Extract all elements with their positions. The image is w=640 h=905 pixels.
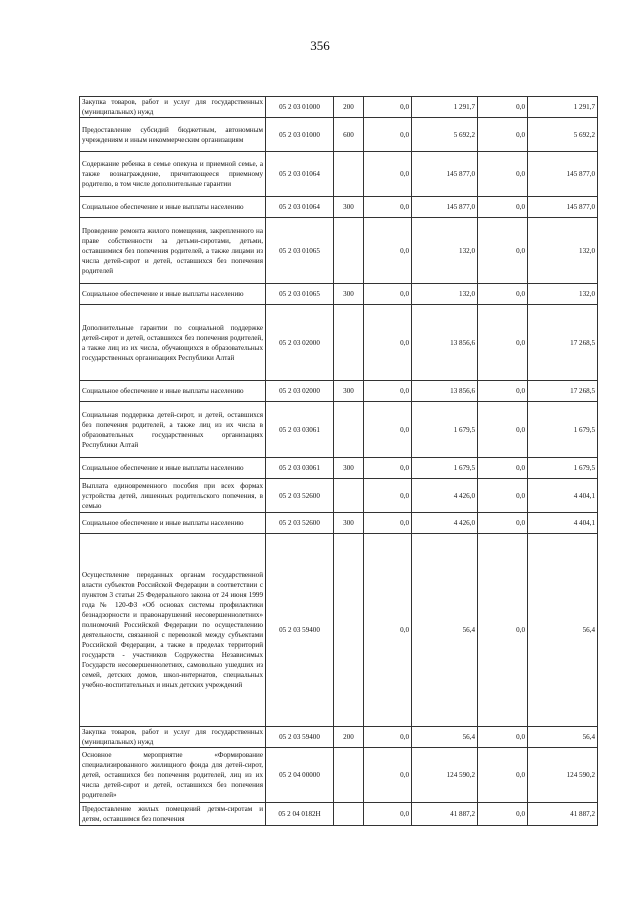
item-name-cell: Предоставление жилых помещений детям-сиротам и детям, оставшимся без попечения	[80, 803, 266, 826]
amount-col-2-cell: 56,4	[412, 727, 478, 748]
table-row	[80, 305, 598, 381]
page-number: 356	[310, 38, 330, 53]
amount-col-2-cell: 132,0	[412, 284, 478, 305]
amount-col-1-cell: 0,0	[364, 513, 412, 534]
amount-col-4-cell: 1 679,5	[528, 402, 598, 458]
expense-type-cell	[334, 305, 364, 381]
amount-col-3-cell: 0,0	[478, 381, 528, 402]
target-article-code-cell: 05 2 03 59400	[266, 727, 334, 748]
amount-col-3-cell: 0,0	[478, 479, 528, 513]
amount-col-4-cell: 4 404,1	[528, 513, 598, 534]
target-article-code-cell: 05 2 03 02000	[266, 381, 334, 402]
amount-col-4-cell: 17 268,5	[528, 381, 598, 402]
item-name-cell: Осуществление переданных органам государственной власти субъектов Российской Федерации в соответствии с пунктом 3 статьи 25 Федерального закона от 24 июня 1999 года № 120-ФЗ «Об основах системы профилактики безнадзорности и правонарушений несовершеннолетних» полномочий Российской Федерации по осуществлению деятельности, связанной с перевозкой между субъектами Российской Федерации, а также в пределах территорий государств - участников Содружества Независимых Государств несовершеннолетних, самовольно ушедших из семей, детских домов, школ-интернатов, специальных учебно-воспитательных и иных детских учреждений	[80, 534, 266, 727]
table-row	[80, 513, 598, 534]
amount-col-2-cell: 145 877,0	[412, 197, 478, 218]
amount-col-1-cell: 0,0	[364, 727, 412, 748]
item-name-cell: Социальная поддержка детей-сирот, и детей, оставшихся без попечения родителей, а также лиц из их числа в образовательных государственных организациях Республики Алтай	[80, 402, 266, 458]
target-article-code-cell: 05 2 03 02000	[266, 305, 334, 381]
amount-col-2-cell: 1 679,5	[412, 458, 478, 479]
amount-col-2-cell: 4 426,0	[412, 513, 478, 534]
item-name-cell: Содержание ребенка в семье опекуна и приемной семье, а также вознаграждение, причитающееся приемному родителю, в том числе дополнительные гарантии	[80, 152, 266, 197]
amount-col-2-cell: 13 856,6	[412, 381, 478, 402]
target-article-code-cell: 05 2 03 52600	[266, 479, 334, 513]
table-row	[80, 458, 598, 479]
amount-col-4-cell: 41 887,2	[528, 803, 598, 826]
amount-col-4-cell: 17 268,5	[528, 305, 598, 381]
amount-col-2-cell: 5 692,2	[412, 118, 478, 152]
expense-type-cell	[334, 152, 364, 197]
table-row	[80, 218, 598, 284]
table-row	[80, 97, 598, 118]
target-article-code-cell: 05 2 03 01065	[266, 218, 334, 284]
amount-col-3-cell: 0,0	[478, 305, 528, 381]
expense-type-cell: 300	[334, 197, 364, 218]
amount-col-2-cell: 145 877,0	[412, 152, 478, 197]
expense-type-cell: 300	[334, 458, 364, 479]
amount-col-3-cell: 0,0	[478, 748, 528, 803]
amount-col-4-cell: 132,0	[528, 218, 598, 284]
table-row	[80, 197, 598, 218]
target-article-code-cell: 05 2 03 01064	[266, 197, 334, 218]
expense-type-cell: 200	[334, 97, 364, 118]
target-article-code-cell: 05 2 03 59400	[266, 534, 334, 727]
amount-col-4-cell: 5 692,2	[528, 118, 598, 152]
amount-col-3-cell: 0,0	[478, 97, 528, 118]
table-row	[80, 479, 598, 513]
amount-col-1-cell: 0,0	[364, 218, 412, 284]
expense-type-cell	[334, 534, 364, 727]
amount-col-3-cell: 0,0	[478, 152, 528, 197]
amount-col-1-cell: 0,0	[364, 402, 412, 458]
amount-col-4-cell: 145 877,0	[528, 152, 598, 197]
item-name-cell: Социальное обеспечение и иные выплаты населению	[80, 284, 266, 305]
item-name-cell: Закупка товаров, работ и услуг для государственных (муниципальных) нужд	[80, 97, 266, 118]
table-row	[80, 534, 598, 727]
item-name-cell: Социальное обеспечение и иные выплаты населению	[80, 513, 266, 534]
amount-col-1-cell: 0,0	[364, 152, 412, 197]
amount-col-3-cell: 0,0	[478, 197, 528, 218]
amount-col-4-cell: 4 404,1	[528, 479, 598, 513]
table-row	[80, 118, 598, 152]
target-article-code-cell: 05 2 03 03061	[266, 458, 334, 479]
item-name-cell: Проведение ремонта жилого помещения, закрепленного на праве собственности за детьми-сиротами, детьми, оставшимися без попечения родителей, а также лицами из числа детей-сирот и детей, оставшихся без попечения родителей	[80, 218, 266, 284]
amount-col-1-cell: 0,0	[364, 534, 412, 727]
amount-col-4-cell: 145 877,0	[528, 197, 598, 218]
expense-type-cell: 200	[334, 727, 364, 748]
target-article-code-cell: 05 2 03 01000	[266, 118, 334, 152]
amount-col-3-cell: 0,0	[478, 803, 528, 826]
amount-col-2-cell: 13 856,6	[412, 305, 478, 381]
table-row	[80, 748, 598, 803]
target-article-code-cell: 05 2 04 0182Н	[266, 803, 334, 826]
target-article-code-cell: 05 2 03 52600	[266, 513, 334, 534]
amount-col-2-cell: 41 887,2	[412, 803, 478, 826]
amount-col-1-cell: 0,0	[364, 458, 412, 479]
amount-col-4-cell: 1 679,5	[528, 458, 598, 479]
amount-col-3-cell: 0,0	[478, 402, 528, 458]
item-name-cell: Предоставление субсидий бюджетным, автономным учреждениям и иным некоммерческим организациям	[80, 118, 266, 152]
expense-type-cell: 600	[334, 118, 364, 152]
amount-col-4-cell: 132,0	[528, 284, 598, 305]
expense-type-cell: 300	[334, 284, 364, 305]
amount-col-3-cell: 0,0	[478, 118, 528, 152]
item-name-cell: Основное мероприятие «Формирование специализированного жилищного фонда для детей-сирот, детей, оставшихся без попечения родителей, лиц из их числа детей-сирот и детей, оставшихся без попечения родителей»	[80, 748, 266, 803]
expense-type-cell	[334, 402, 364, 458]
amount-col-1-cell: 0,0	[364, 381, 412, 402]
amount-col-1-cell: 0,0	[364, 118, 412, 152]
amount-col-3-cell: 0,0	[478, 284, 528, 305]
item-name-cell: Выплата единовременного пособия при всех формах устройства детей, лишенных родительского попечения, в семью	[80, 479, 266, 513]
table-row	[80, 152, 598, 197]
expense-type-cell	[334, 479, 364, 513]
expense-type-cell	[334, 218, 364, 284]
amount-col-2-cell: 1 679,5	[412, 402, 478, 458]
amount-col-3-cell: 0,0	[478, 218, 528, 284]
amount-col-4-cell: 124 590,2	[528, 748, 598, 803]
amount-col-2-cell: 132,0	[412, 218, 478, 284]
table-row	[80, 727, 598, 748]
table-row	[80, 803, 598, 826]
expense-type-cell: 300	[334, 381, 364, 402]
amount-col-3-cell: 0,0	[478, 534, 528, 727]
target-article-code-cell: 05 2 03 01064	[266, 152, 334, 197]
amount-col-3-cell: 0,0	[478, 727, 528, 748]
amount-col-3-cell: 0,0	[478, 458, 528, 479]
amount-col-1-cell: 0,0	[364, 97, 412, 118]
expense-type-cell: 300	[334, 513, 364, 534]
budget-table	[79, 96, 598, 826]
table-row	[80, 402, 598, 458]
amount-col-4-cell: 56,4	[528, 727, 598, 748]
item-name-cell: Социальное обеспечение и иные выплаты населению	[80, 381, 266, 402]
item-name-cell: Дополнительные гарантии по социальной поддержке детей-сирот и детей, оставшихся без попечения родителей, а также лиц из их числа, обучающихся в образовательных государственных организациях Республики Алтай	[80, 305, 266, 381]
item-name-cell: Социальное обеспечение и иные выплаты населению	[80, 458, 266, 479]
amount-col-2-cell: 124 590,2	[412, 748, 478, 803]
table-row	[80, 284, 598, 305]
amount-col-1-cell: 0,0	[364, 479, 412, 513]
expense-type-cell	[334, 748, 364, 803]
amount-col-4-cell: 1 291,7	[528, 97, 598, 118]
amount-col-1-cell: 0,0	[364, 284, 412, 305]
amount-col-4-cell: 56,4	[528, 534, 598, 727]
amount-col-2-cell: 4 426,0	[412, 479, 478, 513]
target-article-code-cell: 05 2 03 01065	[266, 284, 334, 305]
item-name-cell: Закупка товаров, работ и услуг для государственных (муниципальных) нужд	[80, 727, 266, 748]
amount-col-2-cell: 56,4	[412, 534, 478, 727]
amount-col-1-cell: 0,0	[364, 803, 412, 826]
target-article-code-cell: 05 2 04 00000	[266, 748, 334, 803]
item-name-cell: Социальное обеспечение и иные выплаты населению	[80, 197, 266, 218]
table-row	[80, 381, 598, 402]
amount-col-1-cell: 0,0	[364, 197, 412, 218]
expense-type-cell	[334, 803, 364, 826]
amount-col-1-cell: 0,0	[364, 748, 412, 803]
target-article-code-cell: 05 2 03 01000	[266, 97, 334, 118]
amount-col-2-cell: 1 291,7	[412, 97, 478, 118]
amount-col-1-cell: 0,0	[364, 305, 412, 381]
target-article-code-cell: 05 2 03 03061	[266, 402, 334, 458]
amount-col-3-cell: 0,0	[478, 513, 528, 534]
